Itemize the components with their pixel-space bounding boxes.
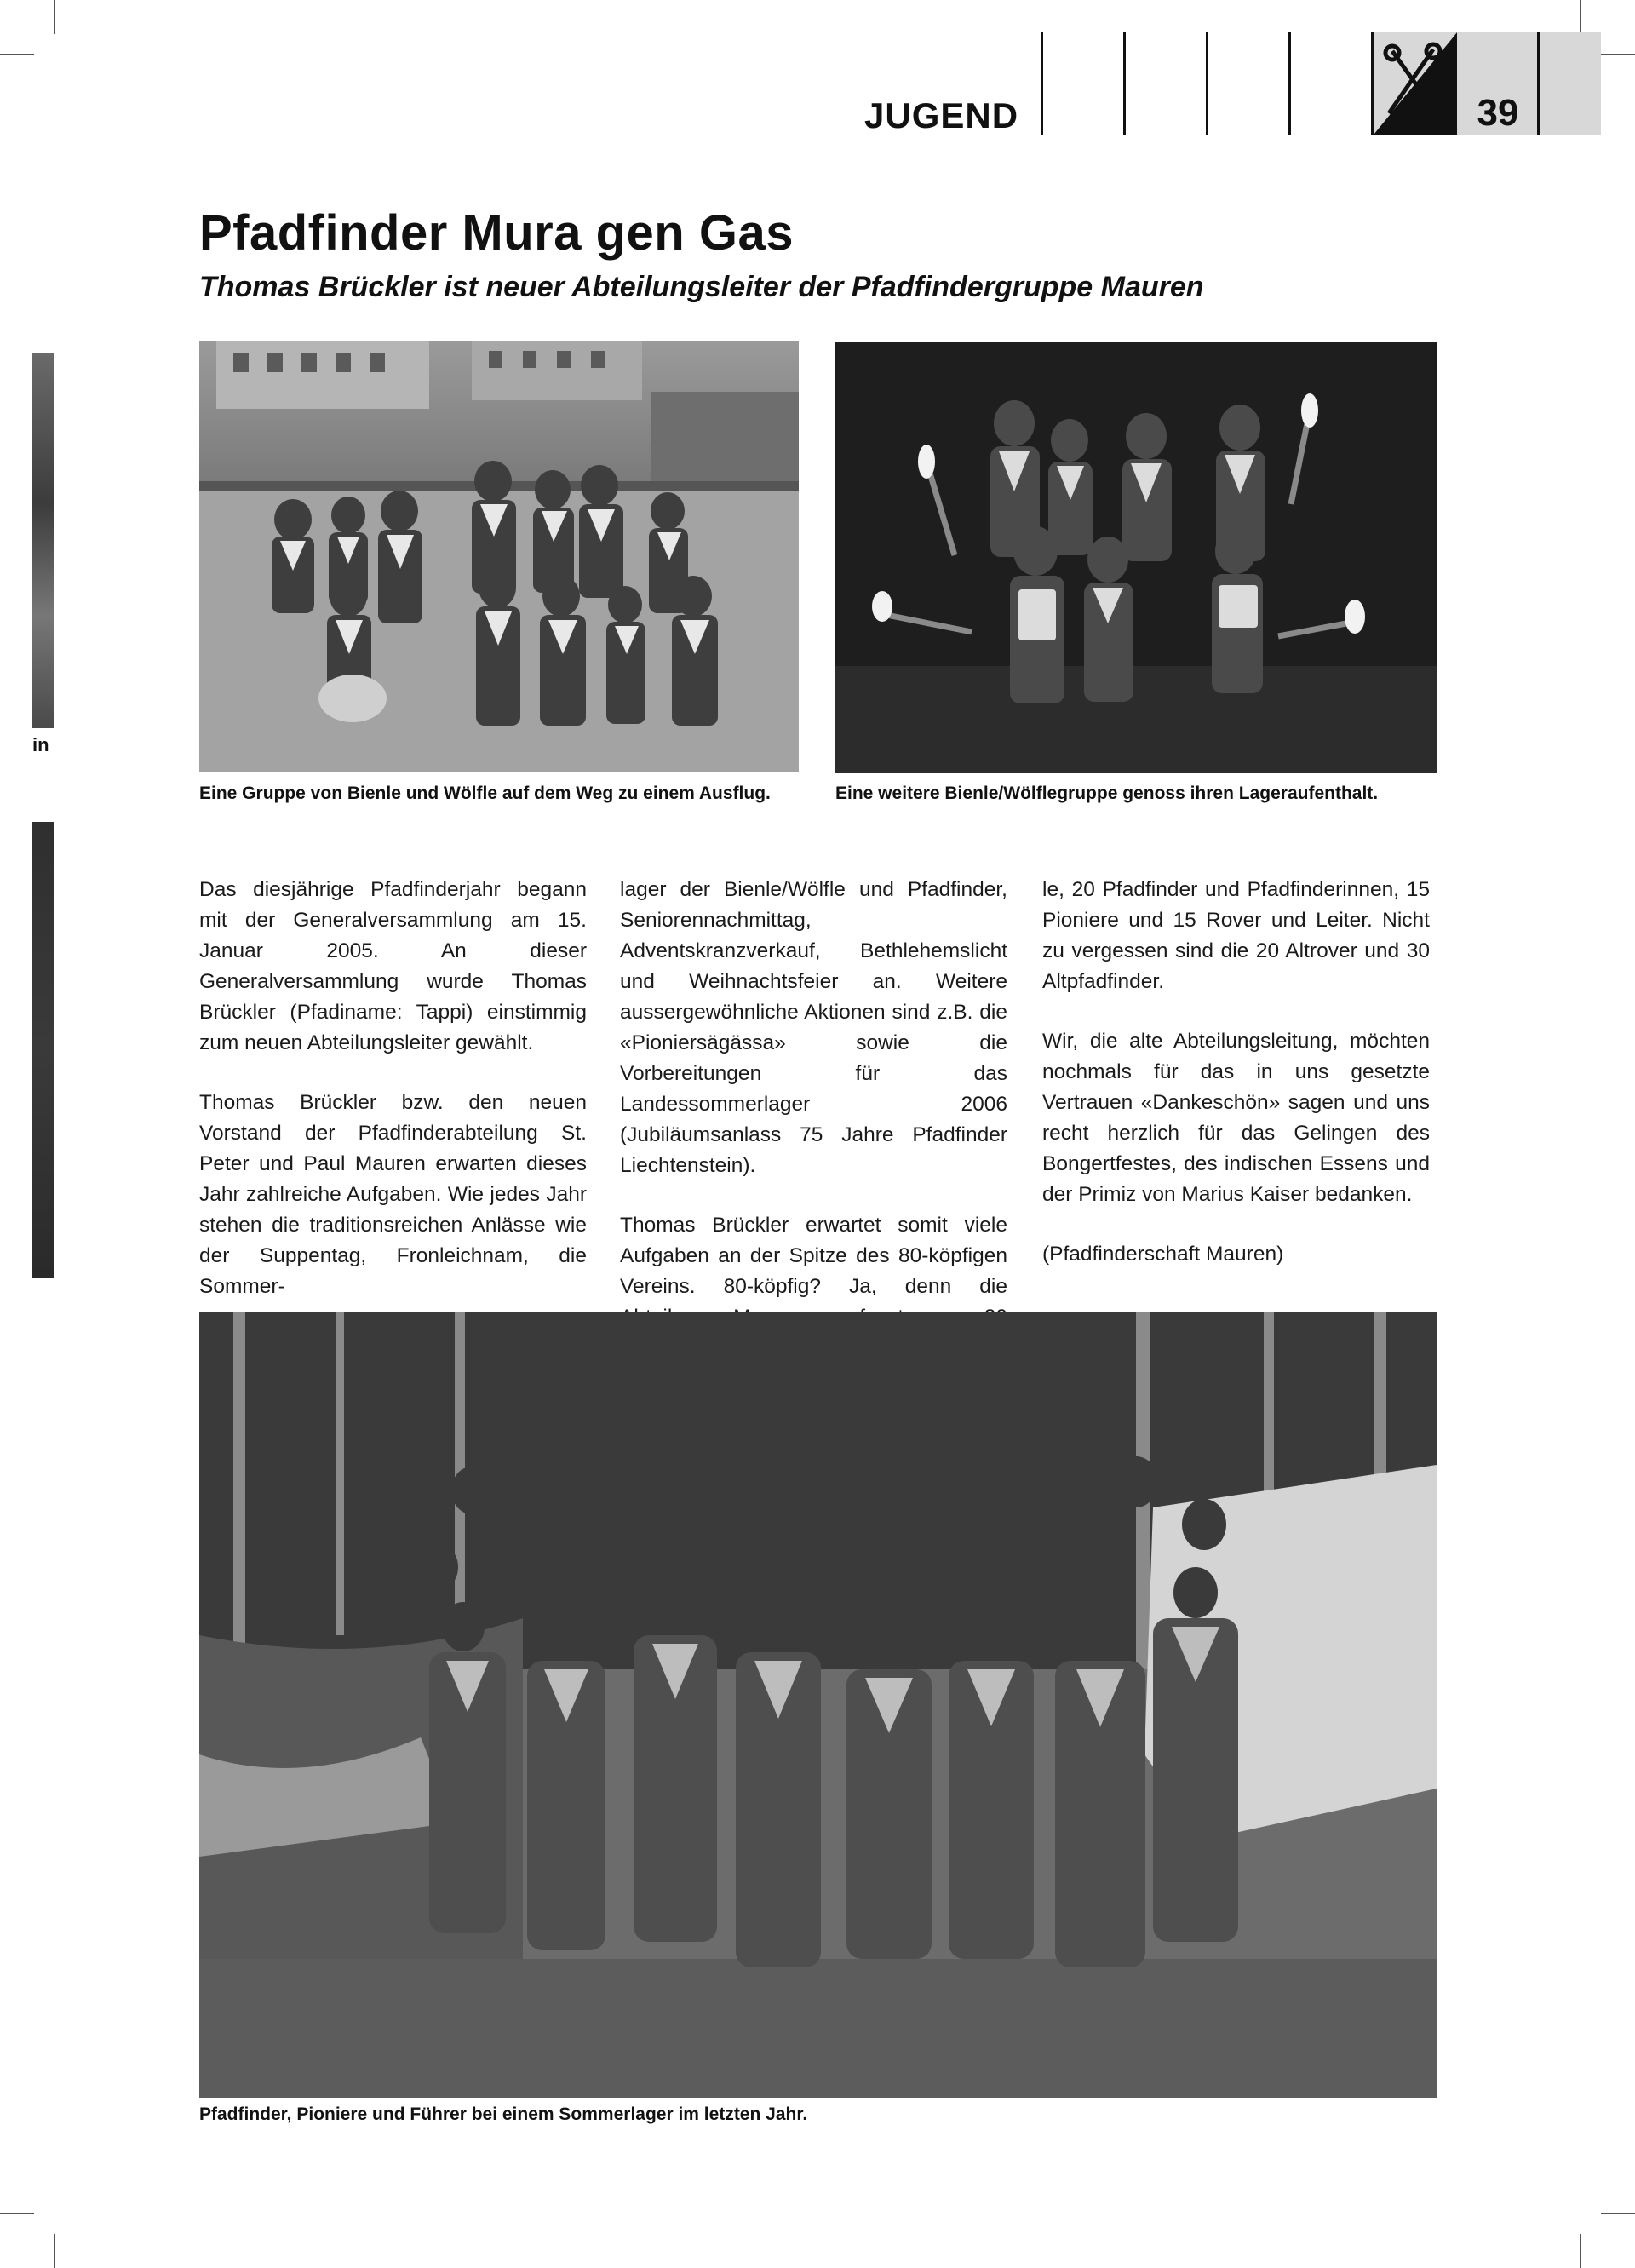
paragraph: (Pfadfinderschaft Mauren) [1042, 1243, 1284, 1266]
crop-mark [1601, 54, 1635, 55]
key-emblem-icon [1371, 32, 1454, 135]
paragraph: lager der Bienle/Wölfle und Pfadfinder, Seniorennachmittag, Adventskranzverkauf, Bethlehemslicht und Weihnachtsfeier an. Weitere aussergewöhnliche Aktionen sind z.B. die «Pioniersägässa» sowie die Vorbereitungen für das Landessommerlager 2006 (Jubiläumsanlass 75 Jahre Pfadfinder Liechtenstein). [620, 878, 1007, 1177]
crop-mark [54, 2234, 55, 2268]
photo-summer-camp-group [199, 1312, 1437, 2098]
paragraph: Wir, die alte Abteilungsleitung, möchten nochmals für das in uns gesetzte Vertrauen «Dankeschön» sagen und uns recht herzlich für das Gelingen des Bongertfestes, des indischen Essens und der Primiz von Marius Kaiser bedanken. [1042, 1030, 1430, 1206]
crop-mark [1580, 2234, 1581, 2268]
paragraph: Thomas Brückler erwartet somit viele Aufgaben an der Spitze des 80-köpfigen Vereins. 80-köpfig? Ja, denn die [620, 1214, 1007, 1298]
article-title: Pfadfinder Mura gen Gas [199, 205, 794, 261]
header-box [1537, 32, 1601, 135]
crop-mark [54, 0, 55, 34]
photo-night-torches [835, 342, 1437, 773]
crop-mark [0, 54, 34, 55]
page-number: 39 [1477, 92, 1519, 134]
photo-caption: Pfadfinder, Pioniere und Führer bei einem Sommerlager im letzten Jahr. [199, 2104, 808, 2124]
paragraph: le, 20 Pfadfinder und Pfadfinderinnen, 15 Pioniere und 15 Rover und Leiter. Nicht zu vergessen sind die 20 Altrover und 30 Altpfadfinder. [1042, 878, 1430, 993]
text-column-3 [1042, 875, 1430, 1299]
photo-caption: Eine weitere Bienle/Wölflegruppe genoss ihren Lageraufenthalt. [835, 784, 1379, 803]
photo-group-station [199, 341, 799, 772]
section-label: JUGEND [864, 95, 1019, 135]
header-box [1041, 32, 1123, 135]
bleed-text: in [32, 734, 49, 755]
paragraph: Thomas Brückler bzw. den neuen Vorstand der Pfadfinderabteilung St. Peter und Paul Mauren erwarten dieses Jahr zahlreiche Aufgaben. Wie jedes Jahr stehen die traditionsreichen Anlässe wie der Suppentag, Fronleichnam, die Sommer- [199, 1091, 587, 1298]
crop-mark [1601, 2213, 1635, 2214]
header-box [1123, 32, 1206, 135]
header-box [1206, 32, 1288, 135]
photo-caption: Eine Gruppe von Bienle und Wölfle auf dem Weg zu einem Ausflug. [199, 784, 771, 803]
text-column-1 [199, 875, 587, 1331]
article-subtitle: Thomas Brückler ist neuer Abteilungsleiter der Pfadfindergruppe Mauren [199, 271, 1204, 303]
bleed-image [32, 353, 54, 728]
header-box [1288, 32, 1371, 135]
paragraph: Das diesjährige Pfadfinderjahr begann mit der Generalversammlung am 15. Januar 2005. An dieser Generalversammlung wurde Thomas Brückler (Pfadiname: Tappi) einstimmig zum neuen Abteilungsleiter gewählt. [199, 878, 587, 1054]
crop-mark [0, 2213, 34, 2214]
bleed-image [32, 822, 54, 1278]
crop-mark [1580, 0, 1581, 34]
